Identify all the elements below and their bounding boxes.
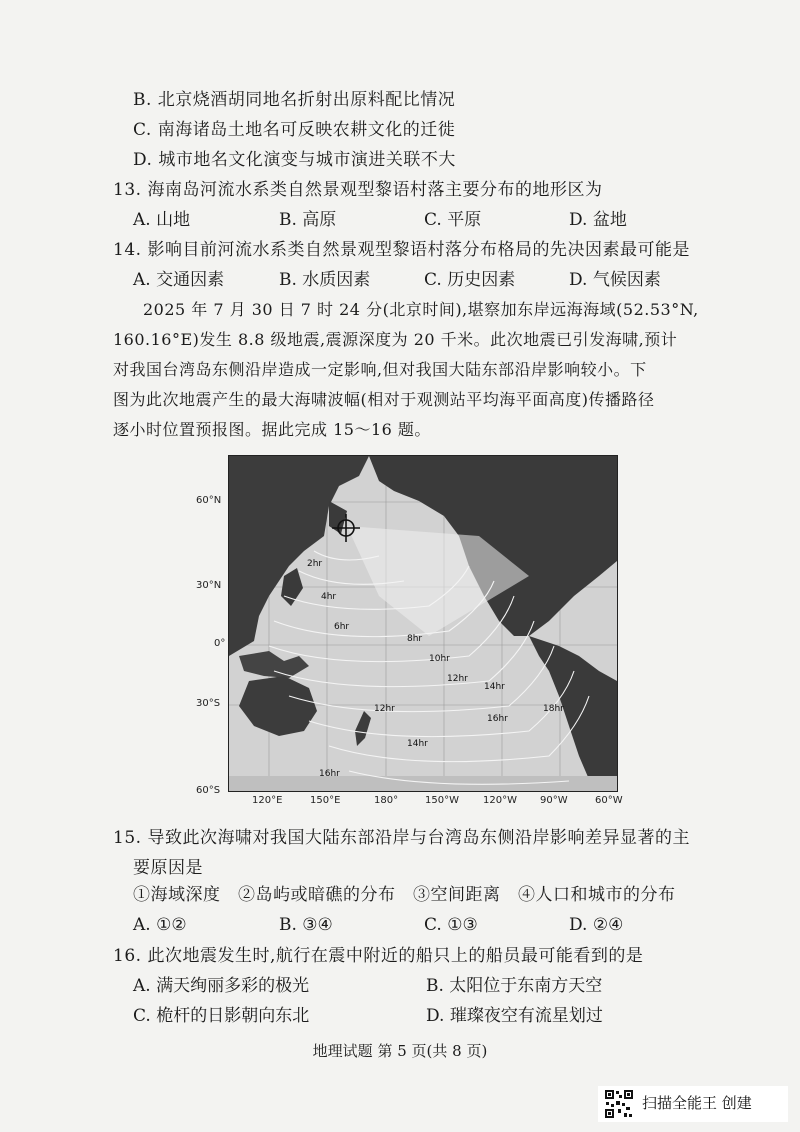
qr-code-icon (604, 1089, 634, 1119)
q16-stem: 16. 此次地震发生时,航行在震中附近的船只上的船员最可能看到的是 (113, 946, 644, 966)
lon-label: 180° (374, 795, 399, 806)
q13-option-d: D. 盆地 (569, 210, 627, 230)
q13-option-a: A. 山地 (133, 210, 191, 230)
q13-option-b: B. 高原 (279, 210, 337, 230)
lon-label: 120°E (252, 795, 283, 806)
lat-label: 60°S (196, 785, 221, 796)
contour-label: 12hr (374, 704, 395, 714)
contour-label: 18hr (543, 704, 564, 714)
passage-line-3: 对我国台湾岛东侧沿岸造成一定影响,但对我国大陆东部沿岸影响较小。下 (113, 360, 647, 379)
q15-stem-line2: 要原因是 (133, 858, 203, 878)
q13-option-c: C. 平原 (424, 210, 482, 230)
q16-option-d: D. 璀璨夜空有流星划过 (426, 1006, 603, 1026)
tsunami-map (228, 455, 618, 792)
q14-option-d: D. 气候因素 (569, 270, 661, 290)
q16-option-c: C. 桅杆的日影朝向东北 (133, 1006, 310, 1026)
lat-label: 60°N (196, 495, 222, 506)
page-footer: 地理试题 第 5 页(共 8 页) (312, 1042, 488, 1060)
lat-label: 0° (214, 638, 226, 649)
contour-label: 8hr (407, 634, 423, 644)
contour-label: 10hr (429, 654, 450, 664)
contour-label: 16hr (319, 769, 340, 779)
q14-option-a: A. 交通因素 (133, 270, 225, 290)
q12-option-b: B. 北京烧酒胡同地名折射出原料配比情况 (133, 90, 456, 110)
q15-items: ①海域深度 ②岛屿或暗礁的分布 ③空间距离 ④人口和城市的分布 (133, 885, 676, 905)
q16-option-b: B. 太阳位于东南方天空 (426, 976, 603, 996)
q15-option-c: C. ①③ (424, 915, 478, 935)
contour-label: 12hr (447, 674, 468, 684)
q12-option-c: C. 南海诸岛土地名可反映农耕文化的迁徙 (133, 120, 456, 140)
antarctica-edge (229, 776, 617, 791)
q14-option-c: C. 历史因素 (424, 270, 516, 290)
contour-label: 16hr (487, 714, 508, 724)
contour-label: 6hr (334, 622, 350, 632)
q15-option-b: B. ③④ (279, 915, 333, 935)
scanner-watermark-text: 扫描全能王 创建 (642, 1094, 752, 1112)
q12-option-d: D. 城市地名文化演变与城市演进关联不大 (133, 150, 456, 170)
lon-label: 150°W (425, 795, 459, 806)
q13-stem: 13. 海南岛河流水系类自然景观型黎语村落主要分布的地形区为 (113, 180, 603, 200)
passage-line-5: 逐小时位置预报图。据此完成 15～16 题。 (113, 420, 431, 439)
scanner-badge (598, 1086, 788, 1122)
q16-option-a: A. 满天绚丽多彩的极光 (133, 976, 310, 996)
contour-label: 14hr (407, 739, 428, 749)
q15-option-d: D. ②④ (569, 915, 624, 935)
q14-stem: 14. 影响目前河流水系类自然景观型黎语村落分布格局的先决因素最可能是 (113, 240, 690, 260)
lon-label: 90°W (540, 795, 568, 806)
lon-label: 60°W (595, 795, 623, 806)
contour-label: 2hr (307, 559, 323, 569)
lat-label: 30°S (196, 698, 221, 709)
lon-label: 150°E (310, 795, 341, 806)
contour-label: 4hr (321, 592, 337, 602)
lon-label: 120°W (483, 795, 517, 806)
q15-stem-line1: 15. 导致此次海啸对我国大陆东部沿岸与台湾岛东侧沿岸影响差异显著的主 (113, 828, 690, 848)
passage-line-2: 160.16°E)发生 8.8 级地震,震源深度为 20 千米。此次地震已引发海啸,预计 (113, 330, 678, 349)
passage-line-4: 图为此次地震产生的最大海啸波幅(相对于观测站平均海平面高度)传播路径 (113, 390, 655, 409)
tsunami-map-svg (229, 456, 617, 791)
lat-label: 30°N (196, 580, 222, 591)
contour-label: 14hr (484, 682, 505, 692)
passage-line-1: 2025 年 7 月 30 日 7 时 24 分(北京时间),堪察加东岸远海海域(52.53°N, (143, 300, 699, 319)
q14-option-b: B. 水质因素 (279, 270, 371, 290)
q15-option-a: A. ①② (133, 915, 187, 935)
